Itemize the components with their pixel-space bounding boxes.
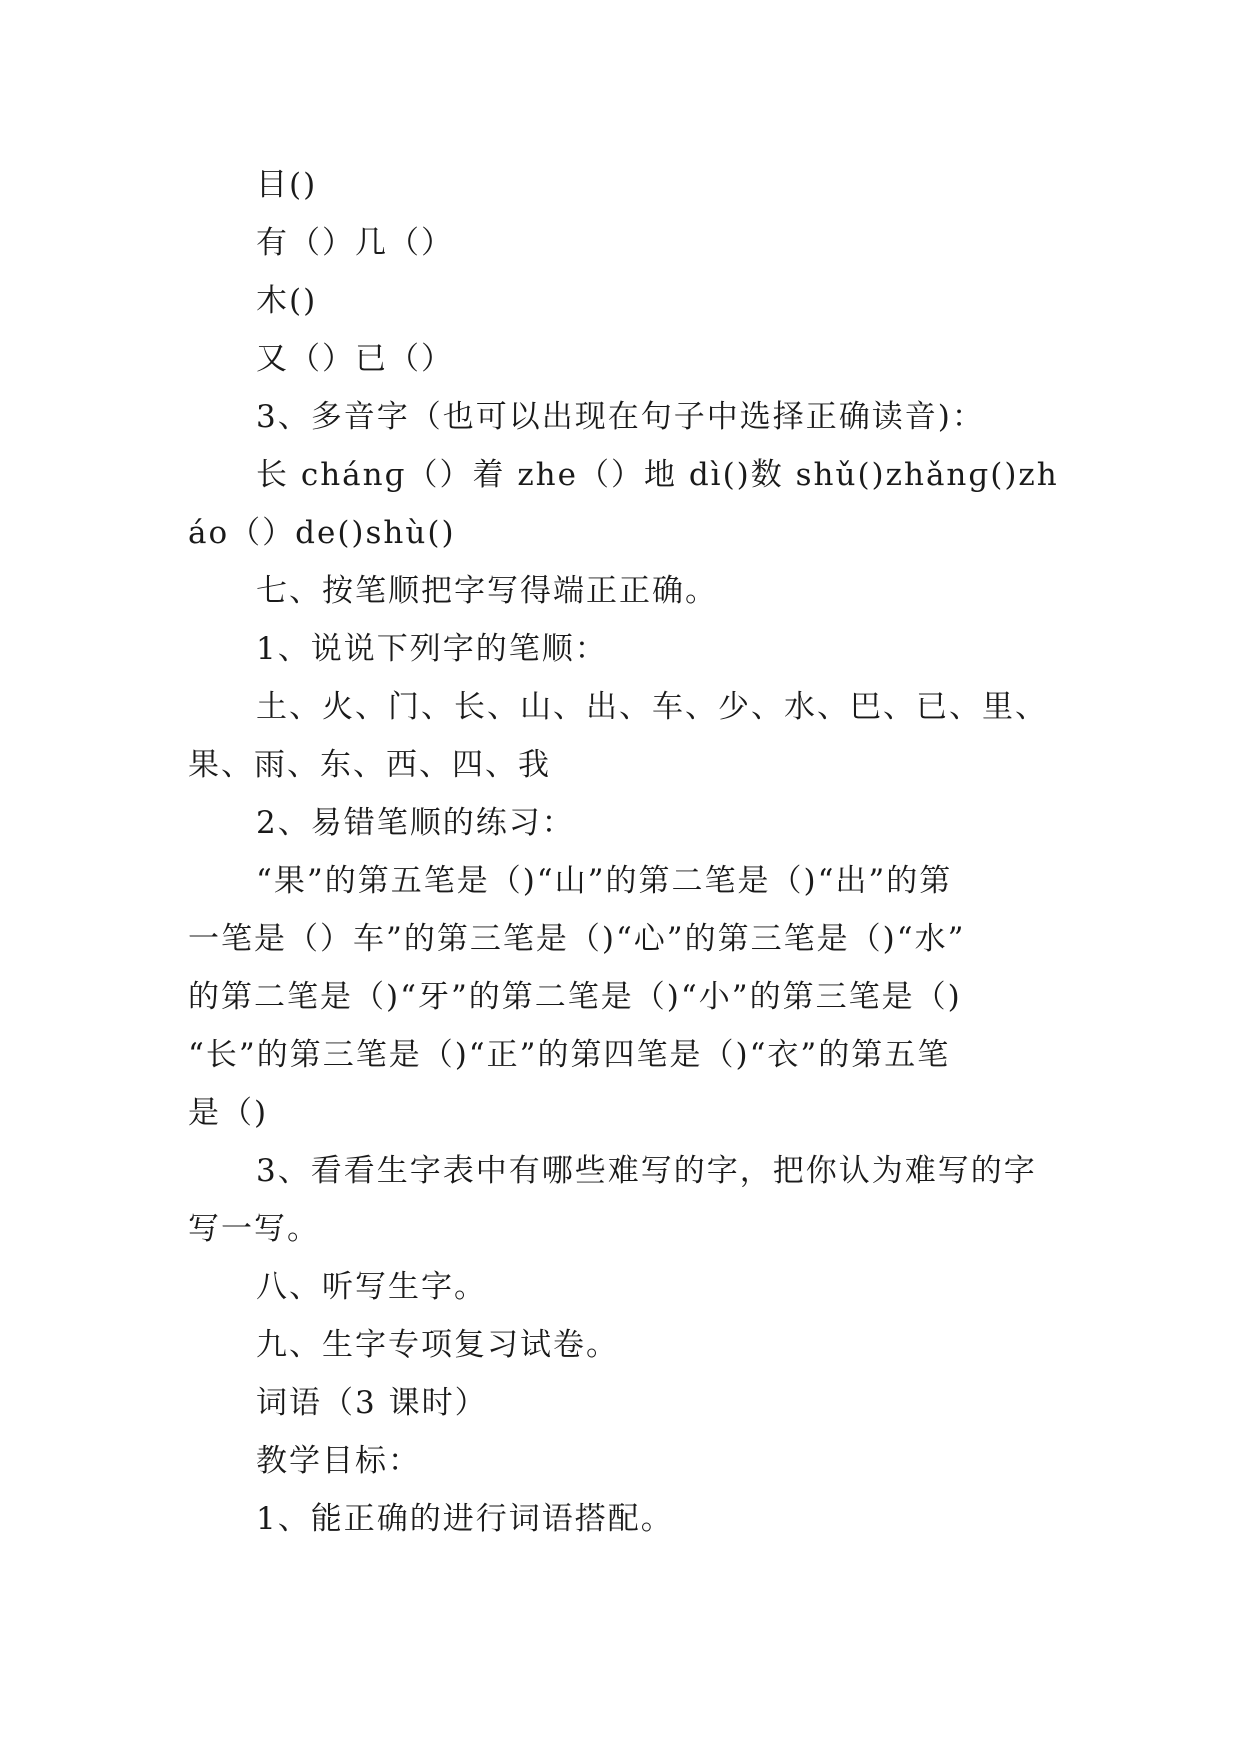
text-line: “长”的第三笔是（)“正”的第四笔是（)“衣”的第五笔 (188, 1037, 951, 1073)
section-heading: 九、生字专项复习试卷。 (256, 1327, 619, 1363)
text-line: 是（) (188, 1095, 269, 1131)
text-line: 土、火、门、长、山、出、车、少、水、巴、已、里、 (256, 689, 1048, 725)
text-line: 目() (256, 167, 318, 203)
text-line: 果、雨、东、西、四、我 (188, 747, 551, 783)
text-line: 3、多音字（也可以出现在句子中选择正确读音)： (256, 399, 985, 435)
text-line: 一笔是（）车”的第三笔是（)“心”的第三笔是（)“水” (188, 921, 966, 957)
section-heading: 七、按笔顺把字写得端正正确。 (256, 573, 718, 609)
text-line: 3、看看生字表中有哪些难写的字，把你认为难写的字 (256, 1153, 1037, 1189)
text-line: 写一写。 (188, 1211, 320, 1247)
text-line: 1、能正确的进行词语搭配。 (256, 1501, 674, 1537)
text-line: 木() (256, 283, 318, 319)
text-line: 教学目标： (256, 1443, 421, 1479)
text-line: 2、易错笔顺的练习： (256, 805, 575, 841)
text-line: áo（）de()shù() (188, 515, 456, 551)
text-line: 1、说说下列字的笔顺： (256, 631, 608, 667)
section-heading: 八、听写生字。 (256, 1269, 487, 1305)
text-line: 又（）已（） (256, 341, 454, 377)
section-heading: 词语（3 课时） (256, 1385, 488, 1421)
text-line: 的第二笔是（)“牙”的第二笔是（)“小”的第三笔是（) (188, 979, 962, 1015)
text-line: 有（）几（） (256, 225, 454, 261)
text-line: 长 chánɡ（）着 zhe（）地 dì()数 shǔ()zhǎnɡ()zh (256, 457, 1059, 493)
text-line: “果”的第五笔是（)“山”的第二笔是（)“出”的第 (256, 863, 953, 899)
